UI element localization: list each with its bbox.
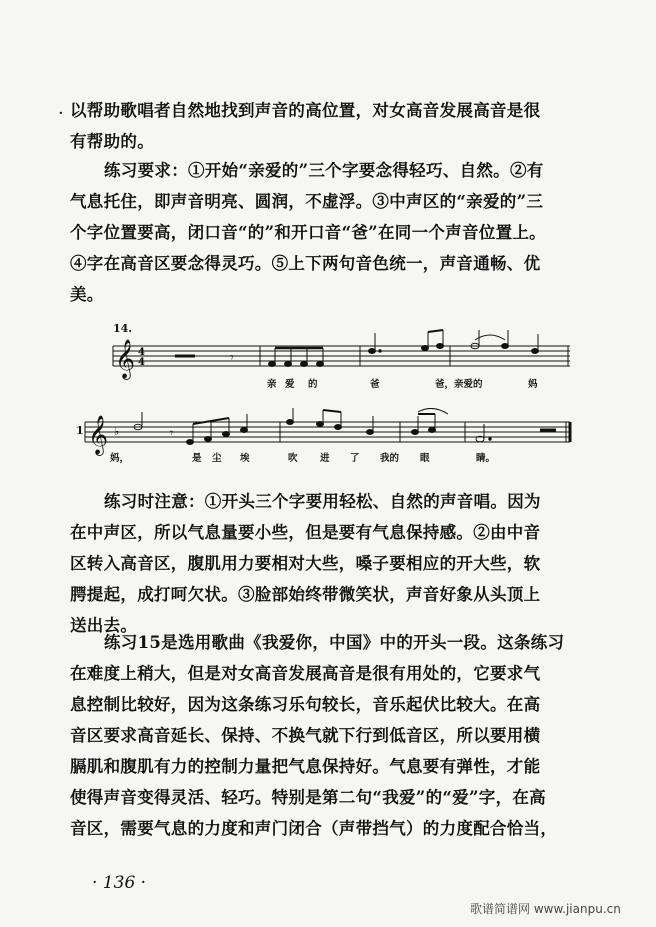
text-line: 气息托住，即声音明亮、圆润，不虚浮。③中声区的“亲爱的”三 xyxy=(70,192,544,211)
text-line: 个字位置要高，闭口音“的”和开口音“爸”在同一个声音位置上。 xyxy=(70,223,546,242)
svg-text:4: 4 xyxy=(138,357,145,368)
margin-dot: · xyxy=(58,103,64,124)
lyric: 吹 xyxy=(288,453,298,464)
staff-notation-1 xyxy=(80,318,580,398)
svg-text:♭: ♭ xyxy=(114,425,120,438)
paragraph-requirements xyxy=(70,155,590,310)
lyric: 进 xyxy=(320,453,330,464)
text-line: 使得声音变得灵活、轻巧。特别是第二句“我爱”的“爱”字，在高 xyxy=(70,788,546,807)
svg-text:𝄾: 𝄾 xyxy=(170,426,174,440)
text-line: 在难度上稍大，但是对女高音发展高音是很有用处的，它要求气 xyxy=(70,664,541,683)
svg-text:4: 4 xyxy=(138,347,145,358)
music-staff-line-1 xyxy=(80,318,580,398)
lyric: 了 xyxy=(350,453,360,464)
paragraph-intro xyxy=(70,95,590,157)
text-line: ④字在高音区要念得灵巧。⑤上下两句音色统一，声音通畅、优 xyxy=(70,254,541,273)
svg-text:𝄞: 𝄞 xyxy=(88,415,109,455)
text-line: 音区要求高音延长、保持、不换气就下行到低音区，所以要用横 xyxy=(70,726,541,745)
text-line: 腭提起，成打呵欠状。③脸部始终带微笑状，声音好象从头顶上 xyxy=(70,585,541,604)
paragraph-exercise-15 xyxy=(70,627,590,844)
exercise-number: 14. xyxy=(113,322,133,335)
lyric: 妈 xyxy=(528,379,538,390)
text-line: 音区，需要气息的力度和声门闭合（声带挡气）的力度配合恰当， xyxy=(70,819,558,838)
text-line: 美。 xyxy=(70,285,104,304)
text-line: 有帮助的。 xyxy=(70,132,154,151)
svg-text:𝄾: 𝄾 xyxy=(230,350,234,366)
text-line: 区转入高音区，腹肌用力要相对大些，嗓子要相应的开大些，软 xyxy=(70,554,541,573)
text-line: 息控制比较好，因为这条练习乐句较长，音乐起伏比较大。在高 xyxy=(70,695,541,714)
text-line: 膈肌和腹肌有力的控制力量把气息保持好。气息要有弹性，才能 xyxy=(70,757,541,776)
lyric: 爱 xyxy=(285,379,295,390)
lyric: 睛。 xyxy=(476,453,496,464)
music-staff-line-2 xyxy=(76,408,580,473)
lyric: 埃 xyxy=(240,453,250,464)
text-line: 送出去。 xyxy=(70,616,138,635)
watermark: 歌谱简谱网 www.jianpu.cn xyxy=(470,902,621,916)
line-number: 1 xyxy=(76,424,84,437)
lyric: 是 xyxy=(192,453,202,464)
lyric: 尘 xyxy=(212,453,222,464)
page-number: · 136 · xyxy=(92,873,147,893)
text-line: 以帮助歌唱者自然地找到声音的高位置，对女高音发展高音是很 xyxy=(70,101,541,120)
text-line: 在中声区，所以气息量要小些，但是要有气息保持感。②由中音 xyxy=(70,523,541,542)
lyric: 亲 xyxy=(267,379,277,390)
text-line: 练习时注意：①开头三个字要用轻松、自然的声音唱。因为 xyxy=(104,492,541,511)
lyric: 的 xyxy=(308,379,318,390)
staff-notation-2 xyxy=(80,408,580,458)
lyric: 爸，亲爱的 xyxy=(435,379,483,390)
svg-text:𝄞: 𝄞 xyxy=(115,339,136,379)
lyric: 妈， xyxy=(110,453,130,464)
lyric: 我的 xyxy=(380,453,400,464)
lyric: 爸 xyxy=(370,379,380,390)
text-line: 练习15是选用歌曲《我爱你，中国》中的开头一段。这条练习 xyxy=(104,633,565,652)
lyric: 眼 xyxy=(420,453,430,464)
text-line: 练习要求：①开始“亲爱的”三个字要念得轻巧、自然。②有 xyxy=(104,161,544,180)
paragraph-notes xyxy=(70,486,590,641)
